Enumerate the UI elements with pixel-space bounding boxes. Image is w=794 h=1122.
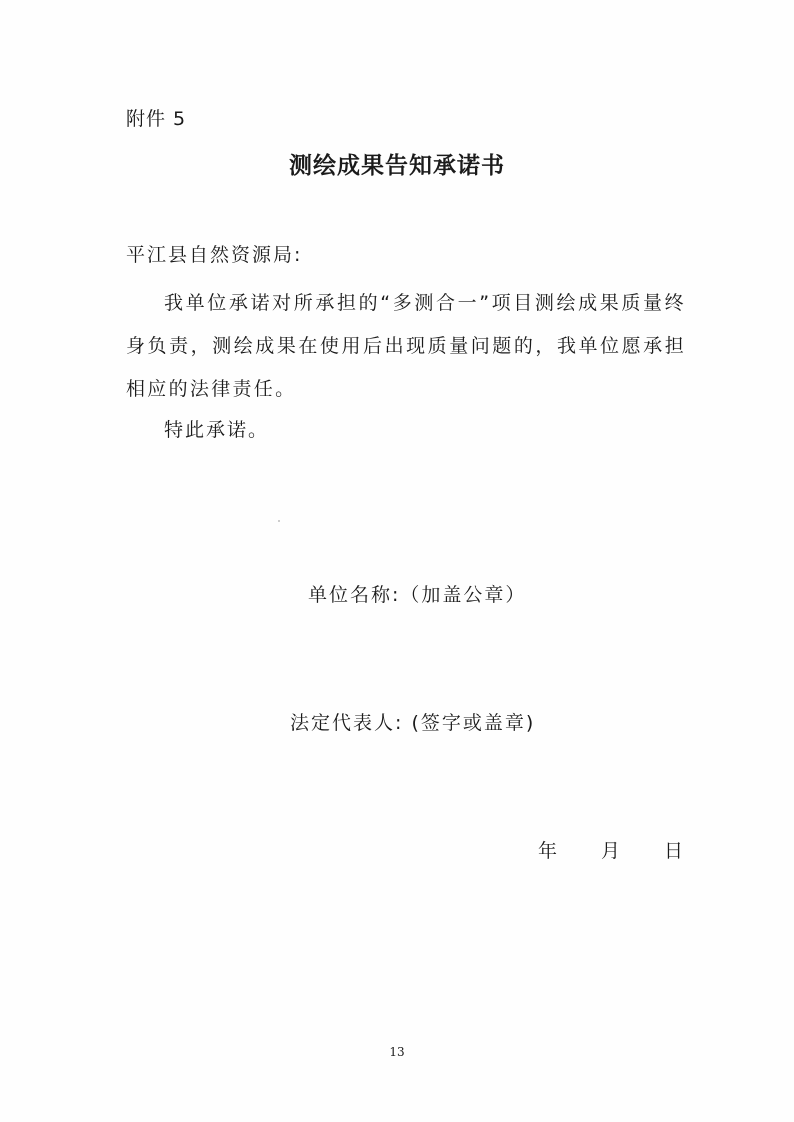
addressee: 平江县自然资源局: <box>126 244 303 266</box>
date-line <box>538 836 683 863</box>
date-month: 月 <box>601 840 621 862</box>
unit-name-line: 单位名称:（加盖公章） <box>308 584 527 606</box>
legal-representative-line: 法定代表人: (签字或盖章) <box>290 712 536 734</box>
closing-statement: 特此承诺。 <box>164 419 270 441</box>
page-number: 13 <box>389 1045 405 1059</box>
body-paragraph: 我单位承诺对所承担的“多测合一”项目测绘成果质量终身负责，测绘成果在使用后出现质量问题的，我单位愿承担相应的法律责任。 <box>126 292 686 400</box>
document-title: 测绘成果告知承诺书 <box>289 152 505 179</box>
date-year: 年 <box>538 840 558 862</box>
scan-speck <box>278 520 280 522</box>
date-day: 日 <box>664 840 684 862</box>
attachment-label: 附件 5 <box>126 108 187 130</box>
